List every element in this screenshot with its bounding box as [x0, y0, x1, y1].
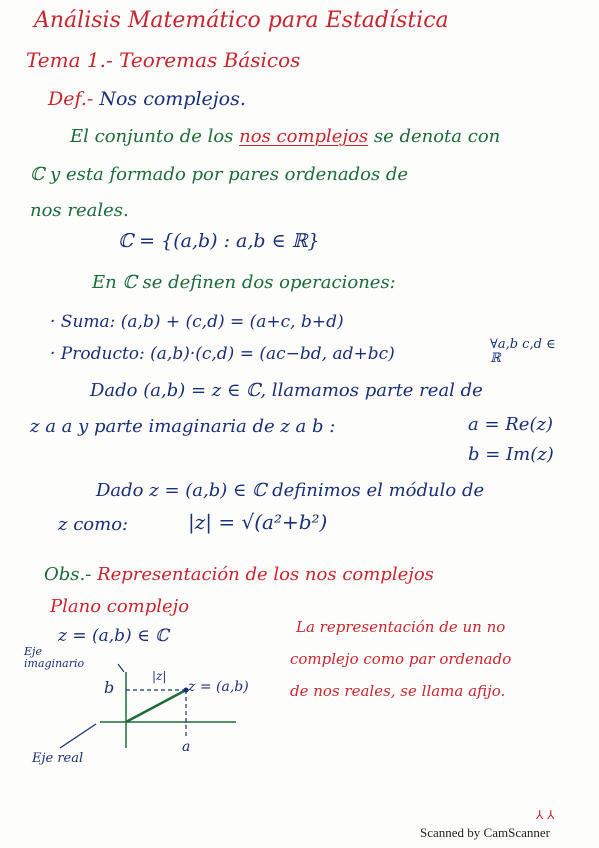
afijo-note-1: La representación de un no [296, 618, 506, 636]
quantifier: ∀a,b c,d ∈ ℝ [490, 337, 556, 367]
z-definition: z = (a,b) ∈ ℂ [58, 626, 169, 646]
set-definition: ℂ = {(a,b) : a,b ∈ ℝ} [118, 230, 320, 252]
definition-text: El conjunto de los [70, 126, 240, 147]
afijo-note-3: de nos reales, se llama afijo. [290, 682, 506, 700]
im-definition: b = Im(z) [468, 444, 554, 465]
modulus-vector [126, 690, 186, 722]
observation-title: Representación de los nos complejos [97, 564, 434, 585]
sum-operation: · Suma: (a,b) + (c,d) = (a+c, b+d) [50, 312, 344, 332]
scanner-footer: Scanned by CamScanner [420, 825, 550, 840]
modulus-line-1: Dado z = (a,b) ∈ ℂ definimos el módulo de [96, 480, 485, 501]
plane-title: Plano complejo [50, 596, 190, 617]
real-axis-arrow [60, 724, 96, 748]
afijo-note-2: complejo como par ordenado [290, 650, 512, 668]
definition-line-3: nos reales. [30, 200, 129, 221]
real-part-line-2: z a a y parte imaginaria de z a b : [30, 416, 336, 437]
a-label: a [182, 739, 191, 755]
modulus-label: |z| [152, 669, 167, 683]
modulus-line-2: z como: [58, 514, 129, 535]
real-part-line-1: Dado (a,b) = z ∈ ℂ, llamamos parte real de [90, 380, 483, 401]
imag-axis-label [24, 646, 84, 669]
definition-label: Def.- [48, 88, 94, 110]
point-label: z = (a,b) [188, 679, 249, 695]
b-label: b [104, 678, 115, 697]
observation-label: Obs.- [44, 564, 92, 585]
re-definition: a = Re(z) [468, 414, 553, 435]
real-axis-label: Eje real [32, 751, 84, 766]
definition-text-end: se denota con [368, 126, 501, 147]
topic-heading: Tema 1.- Teoremas Básicos [26, 48, 301, 72]
imag-axis-label-2: imaginario [24, 656, 85, 670]
imag-axis-label-1: Eje [24, 645, 42, 658]
stamp-mark: ⅄ ⅄ [536, 808, 555, 822]
operations-intro: En ℂ se definen dos operaciones: [92, 272, 396, 293]
definition-term: nos complejos [239, 126, 369, 147]
imag-axis-arrow [118, 664, 124, 672]
modulus-formula: |z| = √(a²+b²) [188, 510, 328, 534]
definition-title: Nos complejos. [99, 88, 246, 110]
product-operation: · Producto: (a,b)·(c,d) = (ac−bd, ad+bc) [50, 344, 395, 364]
definition-line-2: ℂ y esta formado por pares ordenados de [30, 164, 409, 185]
page-title: Análisis Matemático para Estadística [34, 8, 449, 33]
